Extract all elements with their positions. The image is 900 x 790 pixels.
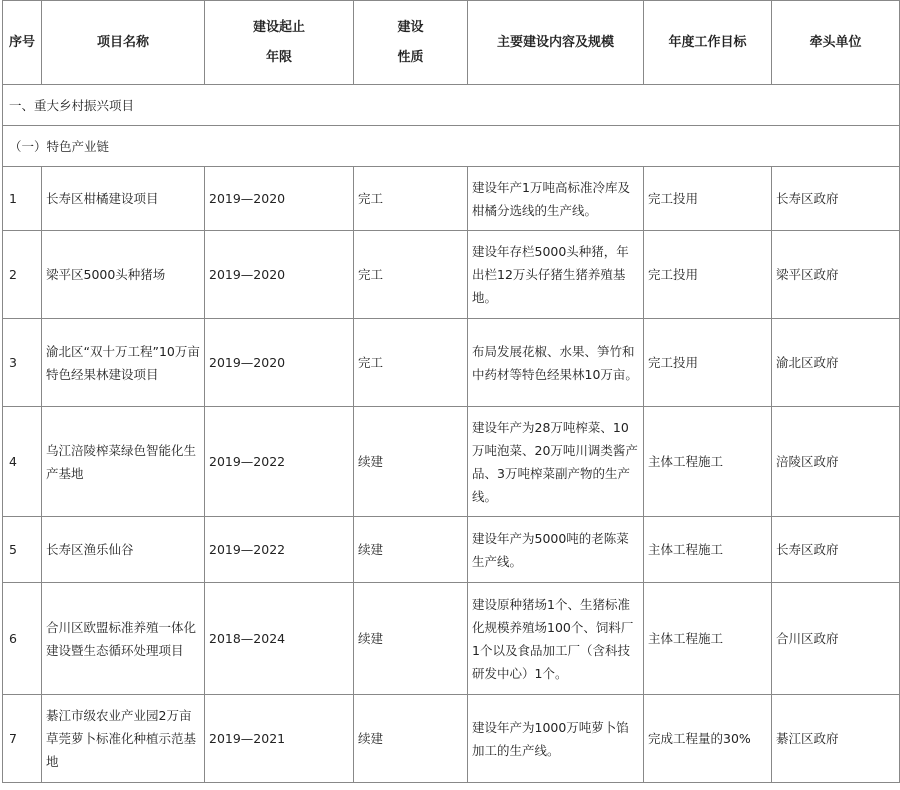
row-unit: 长寿区政府 (772, 517, 900, 583)
row-target: 完成工程量的30% (644, 695, 772, 783)
header-seq: 序号 (3, 1, 42, 85)
header-name: 项目名称 (42, 1, 205, 85)
row-name: 乌江涪陵榨菜绿色智能化生产基地 (42, 407, 205, 517)
row-content: 建设年产为1000万吨萝卜馅加工的生产线。 (468, 695, 644, 783)
row-name: 合川区欧盟标准养殖一体化建设暨生态循环处理项目 (42, 583, 205, 695)
row-unit: 渝北区政府 (772, 319, 900, 407)
row-period: 2019—2021 (205, 695, 354, 783)
row-content: 建设年存栏5000头种猪，年出栏12万头仔猪生猪养殖基地。 (468, 231, 644, 319)
table-row (3, 231, 900, 319)
row-target: 主体工程施工 (644, 407, 772, 517)
row-period: 2019—2022 (205, 517, 354, 583)
table-row (3, 407, 900, 517)
row-target: 完工投用 (644, 319, 772, 407)
row-content: 建设年产为28万吨榨菜、10万吨泡菜、20万吨川调类酱产品、3万吨榨菜副产物的生产线。 (468, 407, 644, 517)
row-period: 2018—2024 (205, 583, 354, 695)
row-unit: 梁平区政府 (772, 231, 900, 319)
header-period (205, 1, 354, 85)
row-seq: 4 (3, 407, 42, 517)
row-period: 2019—2022 (205, 407, 354, 517)
row-seq: 3 (3, 319, 42, 407)
section-row-sub (3, 126, 900, 167)
project-table (2, 0, 900, 783)
row-name: 长寿区渔乐仙谷 (42, 517, 205, 583)
row-nature: 完工 (354, 319, 468, 407)
row-period: 2019—2020 (205, 231, 354, 319)
row-nature: 完工 (354, 231, 468, 319)
header-target: 年度工作目标 (644, 1, 772, 85)
row-content: 布局发展花椒、水果、笋竹和中药材等特色经果林10万亩。 (468, 319, 644, 407)
row-seq: 1 (3, 167, 42, 231)
row-name: 梁平区5000头种猪场 (42, 231, 205, 319)
section-sub-title: （一）特色产业链 (3, 126, 900, 167)
row-nature: 完工 (354, 167, 468, 231)
header-period-line1: 建设起止 (252, 19, 305, 35)
row-nature: 续建 (354, 695, 468, 783)
header-row (3, 1, 900, 85)
row-period: 2019—2020 (205, 167, 354, 231)
header-content: 主要建设内容及规模 (468, 1, 644, 85)
table-row (3, 167, 900, 231)
header-unit: 牵头单位 (772, 1, 900, 85)
header-period-line2: 年限 (265, 49, 292, 65)
row-seq: 5 (3, 517, 42, 583)
row-nature: 续建 (354, 583, 468, 695)
row-target: 主体工程施工 (644, 583, 772, 695)
row-unit: 綦江区政府 (772, 695, 900, 783)
table-row (3, 583, 900, 695)
table-row (3, 517, 900, 583)
section-row-major (3, 85, 900, 126)
table-row (3, 319, 900, 407)
row-seq: 6 (3, 583, 42, 695)
header-nature (354, 1, 468, 85)
section-major-title: 一、重大乡村振兴项目 (3, 85, 900, 126)
row-name: 綦江市级农业产业园2万亩草莞萝卜标准化种植示范基地 (42, 695, 205, 783)
row-unit: 合川区政府 (772, 583, 900, 695)
header-nature-line1: 建设 (397, 19, 424, 35)
row-name: 长寿区柑橘建设项目 (42, 167, 205, 231)
row-content: 建设原种猪场1个、生猪标准化规模养殖场100个、饲料厂1个以及食品加工厂（含科技研发中心）1个。 (468, 583, 644, 695)
row-unit: 长寿区政府 (772, 167, 900, 231)
header-nature-line2: 性质 (397, 49, 424, 65)
table-row (3, 695, 900, 783)
row-target: 主体工程施工 (644, 517, 772, 583)
row-name: 渝北区“双十万工程”10万亩特色经果林建设项目 (42, 319, 205, 407)
row-period: 2019—2020 (205, 319, 354, 407)
row-target: 完工投用 (644, 167, 772, 231)
row-nature: 续建 (354, 407, 468, 517)
row-nature: 续建 (354, 517, 468, 583)
row-unit: 涪陵区政府 (772, 407, 900, 517)
row-content: 建设年产为5000吨的老陈菜生产线。 (468, 517, 644, 583)
row-seq: 2 (3, 231, 42, 319)
row-seq: 7 (3, 695, 42, 783)
row-content: 建设年产1万吨高标准冷库及柑橘分选线的生产线。 (468, 167, 644, 231)
row-target: 完工投用 (644, 231, 772, 319)
